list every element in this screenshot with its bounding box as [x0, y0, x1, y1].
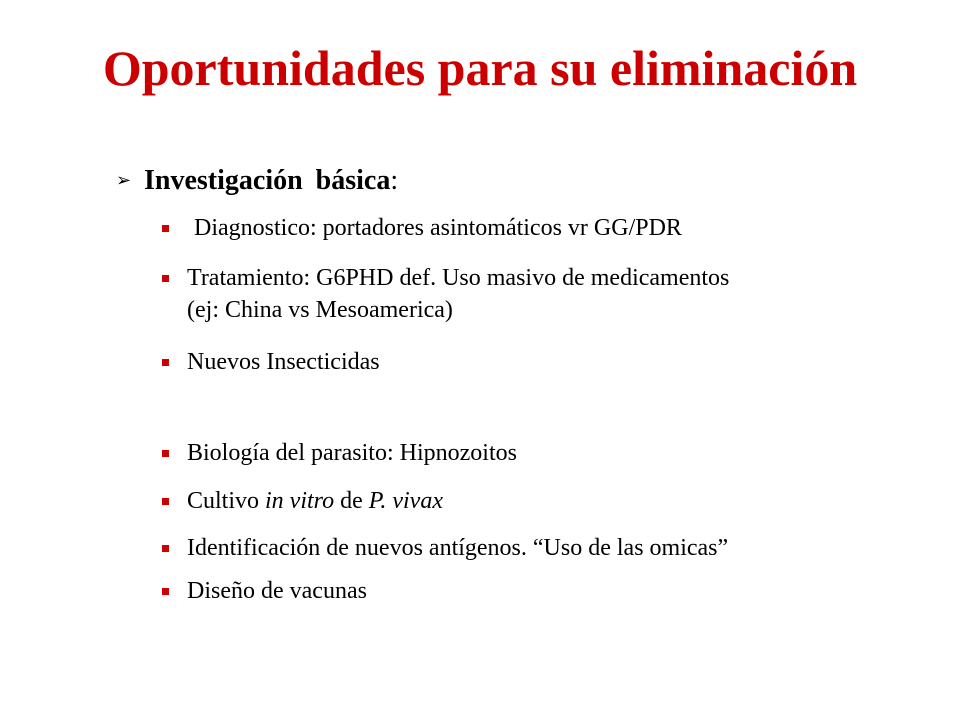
list-item-tratamiento	[162, 262, 729, 326]
text-italic-species: P. vivax	[368, 488, 443, 514]
section-heading	[116, 160, 398, 201]
square-bullet-icon	[162, 498, 169, 505]
arrow-bullet-icon: ➢	[116, 170, 132, 190]
square-bullet-icon	[162, 275, 169, 282]
list-item-text-line2: (ej: China vs Mesoamerica)	[187, 297, 453, 323]
list-item-text: Diseño de vacunas	[187, 578, 367, 604]
list-item-insecticidas	[162, 346, 380, 378]
slide-title: Oportunidades para su eliminación	[102, 40, 858, 96]
list-item-identificacion	[162, 532, 728, 564]
list-item-cultivo	[162, 485, 443, 517]
square-bullet-icon	[162, 545, 169, 552]
list-item-biologia	[162, 437, 517, 469]
list-item-diagnostico	[162, 212, 682, 244]
square-bullet-icon	[162, 450, 169, 457]
section-heading-colon: :	[390, 165, 399, 196]
text-mid: de	[334, 488, 369, 514]
text-pre: Cultivo	[187, 488, 266, 514]
section-heading-text: Investigación básica	[144, 165, 391, 196]
square-bullet-icon	[162, 359, 169, 366]
list-item-text: Identificación de nuevos antígenos. “Uso de las omicas”	[187, 535, 729, 561]
list-item-vacunas	[162, 575, 367, 607]
list-item-text: Biología del parasito: Hipnozoitos	[187, 440, 517, 466]
square-bullet-icon	[162, 225, 169, 232]
list-item-text: Nuevos Insecticidas	[187, 349, 380, 375]
list-item-text-line1: Tratamiento: G6PHD def. Uso masivo de medicamentos	[187, 265, 730, 291]
text-italic-in-vitro: in vitro	[265, 488, 335, 514]
list-item-text: Diagnostico: portadores asintomáticos vr GG/PDR	[194, 215, 682, 241]
square-bullet-icon	[162, 588, 169, 595]
list-item-text	[162, 485, 443, 517]
